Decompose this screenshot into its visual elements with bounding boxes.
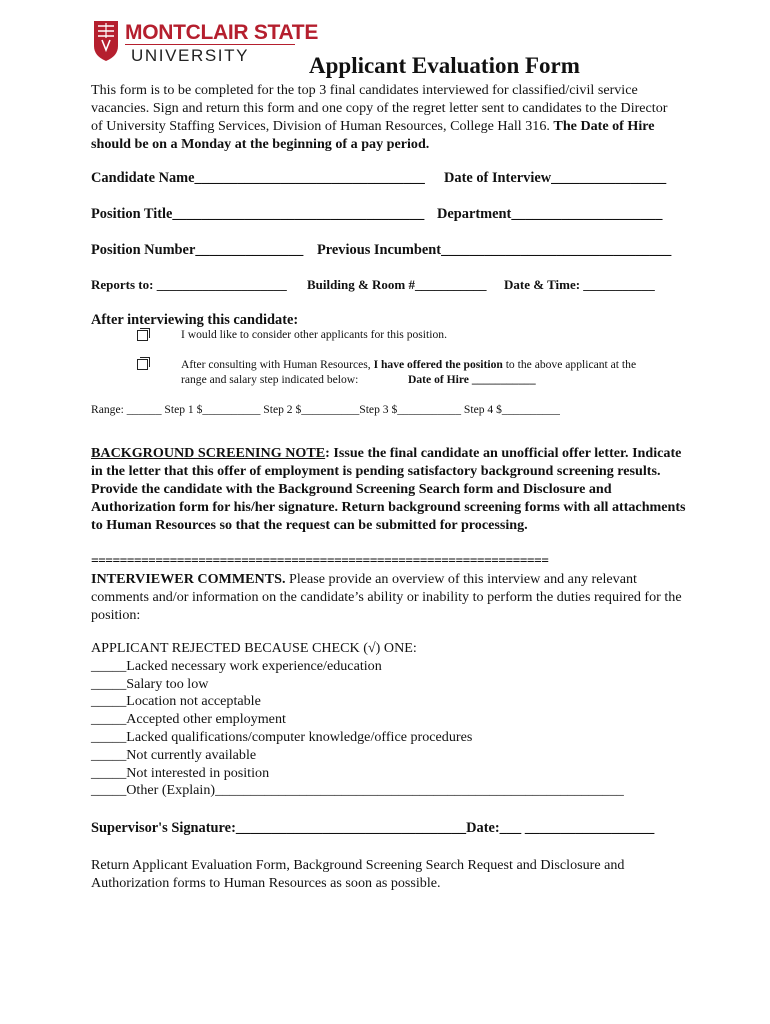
supervisor-signature-field[interactable]: Supervisor's Signature:________________________________: [91, 820, 467, 836]
return-instructions: Return Applicant Evaluation Form, Background Screening Search Request and Disclosure and Authorization forms to Human Resources as soon as possible.: [91, 857, 625, 891]
rejection-section: [91, 640, 624, 800]
offered-position-checkbox[interactable]: [137, 359, 148, 370]
intro-bold-text: The Date of Hire should be on a Monday at the beginning of a pay period.: [91, 118, 655, 152]
background-text2: Provide the candidate with the Background Screening Search form and Disclosure and Authorization form for his/her signature. Return background screening forms with all attachments to Human Resources so that the request can be submitted for processing.: [91, 481, 686, 533]
after-interview-label: After interviewing this candidate:: [91, 312, 299, 328]
signature-line: [91, 820, 654, 837]
interviewer-comments: [91, 570, 691, 624]
reason-item[interactable]: _____Accepted other employment: [91, 711, 286, 728]
reason-item[interactable]: _____Salary too low: [91, 675, 209, 692]
rejection-heading: APPLICANT REJECTED BECAUSE CHECK (√) ONE:: [91, 640, 417, 656]
form-title: Applicant Evaluation Form: [309, 53, 580, 78]
signature-date-field[interactable]: Date:___ __________________: [466, 820, 655, 836]
shield-icon: [93, 20, 119, 62]
date-time-field[interactable]: Date & Time: ___________: [504, 277, 655, 292]
reason-item[interactable]: _____Lacked necessary work experience/education: [91, 657, 382, 674]
logo-divider: [125, 44, 295, 45]
date-of-interview-field[interactable]: Date of Interview________________: [444, 170, 667, 186]
offered-position-label: [181, 357, 636, 372]
comments-heading: INTERVIEWER COMMENTS.: [91, 571, 286, 587]
candidate-name-field[interactable]: Candidate Name________________________________: [91, 170, 425, 186]
background-text1: : Issue the final candidate an unofficial offer letter. Indicate in the letter that this offer of employment is pending satisfactory background screening results.: [91, 445, 682, 479]
comments-text: Please provide an overview of this interview and any relevant comments and/or information on the candidate’s ability or inability to perform the duties required for the position:: [91, 571, 682, 623]
consider-others-checkbox[interactable]: [137, 330, 148, 341]
offered-text-bold: I have offered the position: [373, 358, 503, 371]
building-room-field[interactable]: Building & Room #___________: [307, 277, 487, 292]
reason-item[interactable]: _____Lacked qualifications/computer knowledge/office procedures: [91, 728, 473, 745]
reason-item[interactable]: _____Not currently available: [91, 746, 257, 763]
background-screening-note: [91, 444, 691, 534]
background-heading: BACKGROUND SCREENING NOTE: [91, 445, 326, 461]
reports-to-field[interactable]: Reports to: ____________________: [91, 277, 287, 292]
date-of-hire-field[interactable]: Date of Hire ___________: [408, 373, 536, 386]
intro-paragraph: [91, 81, 681, 153]
reason-item[interactable]: _____Location not acceptable: [91, 693, 261, 710]
offered-text-post: to the above applicant at the: [502, 358, 637, 371]
offered-text-pre: After consulting with Human Resources,: [181, 358, 374, 371]
logo-name-line2: UNIVERSITY: [131, 46, 250, 65]
separator-line: ================================================================: [91, 553, 549, 568]
university-logo: [93, 20, 319, 70]
reason-item[interactable]: _____Other (Explain)__________________________________________________________: [91, 782, 624, 799]
department-field[interactable]: Department_____________________: [437, 206, 663, 222]
position-title-field[interactable]: Position Title___________________________________: [91, 206, 425, 222]
position-number-field[interactable]: Position Number_______________: [91, 242, 304, 258]
salary-range-line[interactable]: Range: ______ Step 1 $__________ Step 2 $__________Step 3 $___________ Step 4 $__________: [91, 403, 560, 416]
logo-name-line1: MONTCLAIR STATE: [125, 21, 319, 44]
offered-position-label-line2: range and salary step indicated below:: [181, 373, 359, 386]
reason-item[interactable]: _____Not interested in position: [91, 764, 270, 781]
consider-others-label: I would like to consider other applicants for this position.: [181, 328, 447, 341]
previous-incumbent-field[interactable]: Previous Incumbent________________________________: [317, 242, 672, 258]
intro-text: This form is to be completed for the top 3 final candidates interviewed for classified/civil service vacancies. Sign and return this form and one copy of the regret letter sent to candidates to the Director of University Staffing Services, Division of Human Resources, College Hall 316.: [91, 82, 668, 134]
